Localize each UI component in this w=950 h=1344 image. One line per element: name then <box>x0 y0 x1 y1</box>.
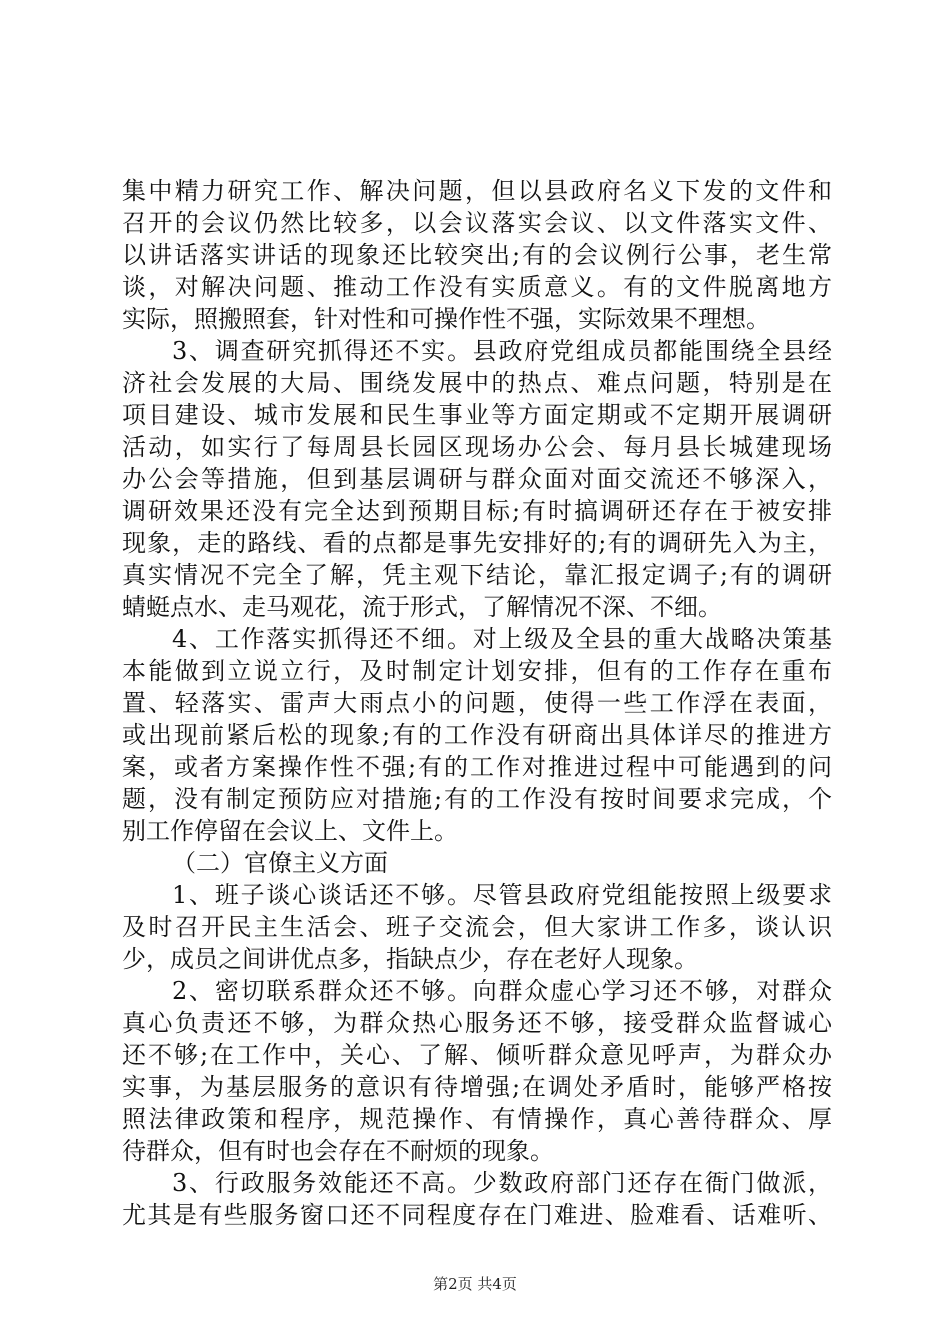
paragraph <box>122 623 832 847</box>
text-line: 2、密切联系群众还不够。向群众虚心学习还不够，对群众 <box>172 977 832 1005</box>
text-line: （二）官僚主义方面 <box>172 849 388 877</box>
text-line: 或出现前紧后松的现象;有的工作没有研商出具体详尽的推进方 <box>122 721 832 749</box>
text-line: 实际，照搬照套，针对性和可操作性不强，实际效果不理想。 <box>122 305 770 333</box>
text-line: 待群众，但有时也会存在不耐烦的现象。 <box>122 1137 554 1165</box>
text-line: 以讲话落实讲话的现象还比较突出;有的会议例行公事，老生常 <box>122 241 832 269</box>
text-line: 现象，走的路线、看的点都是事先安排好的;有的调研先入为主， <box>122 529 832 557</box>
text-line: 3、行政服务效能还不高。少数政府部门还存在衙门做派， <box>172 1169 832 1197</box>
text-line: 济社会发展的大局、围绕发展中的热点、难点问题，特别是在 <box>122 369 832 397</box>
text-line: 置、轻落实、雷声大雨点小的问题，使得一些工作浮在表面， <box>122 689 832 717</box>
text-line: 办公会等措施，但到基层调研与群众面对面交流还不够深入， <box>122 465 832 493</box>
text-line: 真心负责还不够，为群众热心服务还不够，接受群众监督诚心 <box>122 1009 832 1037</box>
paragraph <box>122 975 832 1167</box>
text-line: 别工作停留在会议上、文件上。 <box>122 817 458 845</box>
paragraph <box>122 1167 832 1231</box>
paragraph <box>122 335 832 623</box>
text-line: 3、调查研究抓得还不实。县政府党组成员都能围绕全县经 <box>172 337 832 365</box>
text-line: 还不够;在工作中，关心、了解、倾听群众意见呼声，为群众办 <box>122 1041 832 1069</box>
text-line: 少，成员之间讲优点多，指缺点少，存在老好人现象。 <box>122 945 698 973</box>
text-line: 尤其是有些服务窗口还不同程度存在门难进、脸难看、话难听、 <box>122 1201 832 1229</box>
text-line: 项目建设、城市发展和民生事业等方面定期或不定期开展调研 <box>122 401 832 429</box>
text-line: 蜻蜓点水、走马观花，流于形式，了解情况不深、不细。 <box>122 593 722 621</box>
paragraph <box>122 879 832 975</box>
text-line: 4、工作落实抓得还不细。对上级及全县的重大战略决策基 <box>172 625 832 653</box>
text-line: 活动，如实行了每周县长园区现场办公会、每月县长城建现场 <box>122 433 832 461</box>
section-heading <box>122 847 832 879</box>
text-line: 调研效果还没有完全达到预期目标;有时搞调研还存在于被安排 <box>122 497 832 525</box>
page-footer: 第2页 共4页 <box>433 1275 517 1293</box>
text-line: 召开的会议仍然比较多，以会议落实会议、以文件落实文件、 <box>122 209 832 237</box>
text-line: 本能做到立说立行，及时制定计划安排，但有的工作存在重布 <box>122 657 832 685</box>
text-line: 及时召开民主生活会、班子交流会，但大家讲工作多，谈认识 <box>122 913 832 941</box>
text-line: 真实情况不完全了解，凭主观下结论，靠汇报定调子;有的调研 <box>122 561 832 589</box>
text-line: 题，没有制定预防应对措施;有的工作没有按时间要求完成，个 <box>122 785 832 813</box>
text-line: 照法律政策和程序，规范操作、有情操作，真心善待群众、厚 <box>122 1105 832 1133</box>
paragraph <box>122 175 832 335</box>
text-line: 集中精力研究工作、解决问题，但以县政府名义下发的文件和 <box>122 177 832 205</box>
document-body <box>122 175 832 1231</box>
text-line: 案，或者方案操作性不强;有的工作对推进过程中可能遇到的问 <box>122 753 832 781</box>
text-line: 谈，对解决问题、推动工作没有实质意义。有的文件脱离地方 <box>122 273 832 301</box>
text-line: 1、班子谈心谈话还不够。尽管县政府党组能按照上级要求 <box>172 881 832 909</box>
text-line: 实事，为基层服务的意识有待增强;在调处矛盾时，能够严格按 <box>122 1073 832 1101</box>
